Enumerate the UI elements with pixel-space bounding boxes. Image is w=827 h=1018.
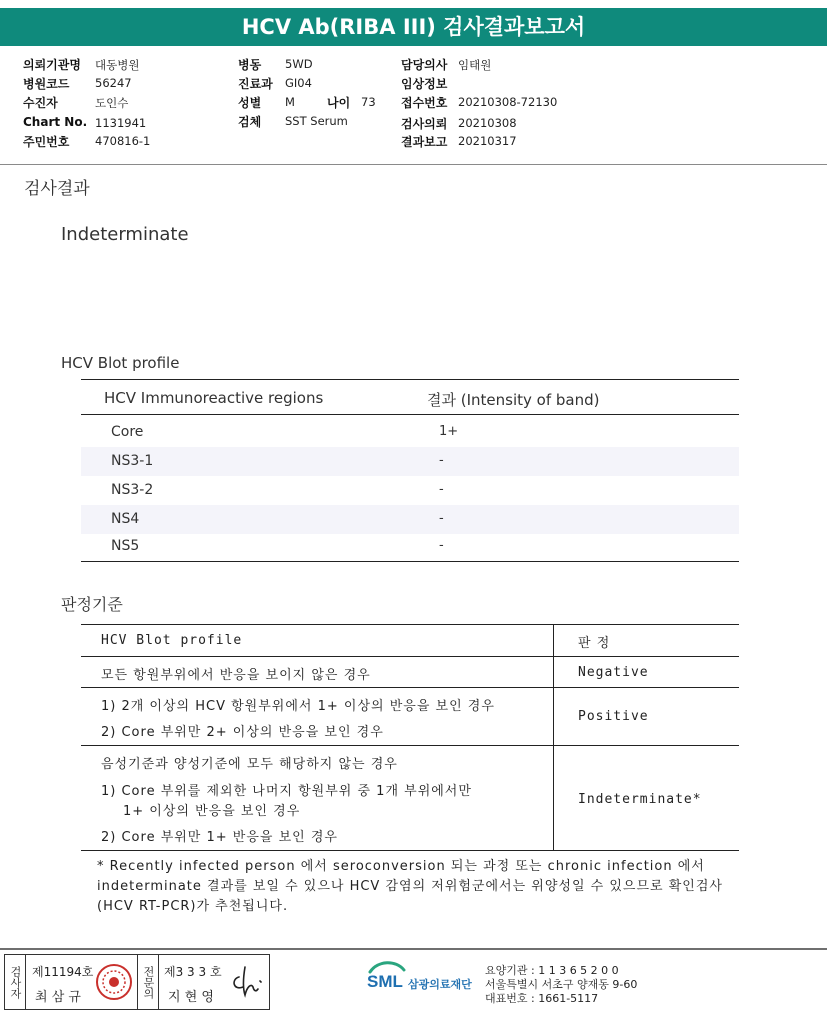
footer-divider bbox=[0, 948, 827, 950]
header-key: 병동 bbox=[238, 58, 262, 72]
header-value: 20210317 bbox=[458, 134, 517, 148]
indeterminate-criteria-line: 음성기준과 양성기준에 모두 해당하지 않는 경우 bbox=[101, 757, 398, 772]
positive-result: Positive bbox=[578, 709, 649, 724]
region-name: NS3-2 bbox=[111, 482, 154, 498]
indeterminate-criteria-line: 2) Core 부위만 1+ 반응을 보인 경우 bbox=[101, 830, 338, 845]
signature-box bbox=[4, 954, 270, 1010]
table-row bbox=[81, 447, 739, 476]
column-header-result: 결과 (Intensity of band) bbox=[427, 391, 600, 409]
header-value: 임태원 bbox=[458, 58, 492, 72]
doctor-license-no: 제3 3 3 호 bbox=[164, 965, 222, 979]
header-key: 접수번호 bbox=[401, 96, 448, 110]
header-key: 임상정보 bbox=[401, 77, 448, 91]
header-key: 수진자 bbox=[23, 96, 58, 110]
column-header-region: HCV Immunoreactive regions bbox=[104, 389, 324, 407]
header-key: Chart No. bbox=[23, 115, 88, 129]
result-section-title: 검사결과 bbox=[24, 179, 90, 199]
indeterminate-result: Indeterminate* bbox=[578, 792, 702, 807]
column-divider bbox=[553, 624, 554, 851]
region-name: NS5 bbox=[111, 538, 140, 554]
signature-icon bbox=[225, 961, 267, 1003]
criteria-header-judgement: 판 정 bbox=[578, 636, 611, 651]
header-value: 대동병원 bbox=[95, 58, 140, 72]
header-value: 20210308-72130 bbox=[458, 95, 558, 109]
doctor-name: 지 현 영 bbox=[168, 990, 214, 1005]
header-key: 검사의뢰 bbox=[401, 117, 448, 131]
header-key: 결과보고 bbox=[401, 135, 448, 149]
header-value: 56247 bbox=[95, 76, 132, 90]
patient-header bbox=[0, 48, 827, 165]
header-key: 검체 bbox=[238, 115, 262, 129]
result-value: Indeterminate bbox=[61, 224, 189, 245]
org-logo-text: SML bbox=[367, 972, 403, 991]
criteria-title: 판정기준 bbox=[61, 595, 123, 614]
band-intensity: - bbox=[439, 453, 444, 468]
header-value: 1131941 bbox=[95, 116, 147, 130]
header-key: 진료과 bbox=[238, 77, 273, 91]
indeterminate-criteria-line: 1+ 이상의 반응을 보인 경우 bbox=[123, 804, 301, 819]
tester-stamp-icon bbox=[95, 963, 133, 1001]
header-value: 20210308 bbox=[458, 116, 517, 130]
header-key: 주민번호 bbox=[23, 135, 70, 149]
table-row bbox=[81, 532, 739, 561]
table-rule bbox=[81, 850, 739, 851]
indeterminate-criteria-line: 1) Core 부위를 제외한 나머지 항원부위 중 1개 부위에서만 bbox=[101, 784, 472, 799]
region-name: Core bbox=[111, 424, 144, 440]
org-phone: 대표번호 : 1661-5117 bbox=[485, 992, 599, 1005]
table-rule bbox=[81, 624, 739, 625]
band-intensity: - bbox=[439, 538, 444, 553]
table-rule bbox=[81, 414, 739, 415]
blot-profile-title: HCV Blot profile bbox=[61, 354, 180, 372]
header-value: SST Serum bbox=[285, 114, 348, 128]
criteria-header-profile: HCV Blot profile bbox=[101, 633, 243, 648]
region-name: NS4 bbox=[111, 511, 140, 527]
negative-result: Negative bbox=[578, 665, 649, 680]
header-key: 담당의사 bbox=[401, 58, 448, 72]
header-value: M bbox=[285, 95, 295, 109]
agency-number: 요양기관 : 1 1 3 6 5 2 0 0 bbox=[485, 964, 619, 977]
table-row bbox=[81, 505, 739, 534]
doctor-label: 전문의 bbox=[137, 955, 159, 1009]
tester-name: 최 삼 규 bbox=[35, 990, 81, 1005]
table-row bbox=[81, 476, 739, 505]
header-value: GI04 bbox=[285, 76, 312, 90]
header-key: 성별 bbox=[238, 96, 262, 110]
header-value: 도인수 bbox=[95, 96, 129, 110]
table-rule bbox=[81, 656, 739, 657]
region-name: NS3-1 bbox=[111, 453, 154, 469]
table-rule bbox=[81, 687, 739, 688]
table-rule bbox=[81, 561, 739, 562]
negative-criteria: 모든 항원부위에서 반응을 보이지 않은 경우 bbox=[101, 668, 371, 683]
header-value: 470816-1 bbox=[95, 134, 151, 148]
table-row bbox=[81, 418, 739, 447]
criteria-table bbox=[81, 624, 739, 851]
header-key: 의뢰기관명 bbox=[23, 58, 81, 72]
tester-license-no: 제11194호 bbox=[32, 965, 94, 979]
footnote: * Recently infected person 에서 seroconversion 되는 과정 또는 chronic infection 에서 indeterminate 결과를 보일 수 있으나 HCV 감염의 저위험군에서는 위양성일 수 있으므로 확인검사(HCV RT-PCR)가 추천됩니다. bbox=[97, 859, 723, 914]
positive-criteria-line: 2) Core 부위만 2+ 이상의 반응을 보인 경우 bbox=[101, 725, 384, 740]
org-name: 삼광의료재단 bbox=[408, 978, 472, 991]
table-rule bbox=[81, 745, 739, 746]
header-key: 병원코드 bbox=[23, 77, 70, 91]
band-intensity: - bbox=[439, 511, 444, 526]
report-title: HCV Ab(RIBA III) 검사결과보고서 bbox=[0, 8, 827, 46]
tester-label: 검사자 bbox=[5, 955, 26, 1009]
table-rule bbox=[81, 379, 739, 380]
header-key: 나이 bbox=[327, 96, 351, 110]
positive-criteria-line: 1) 2개 이상의 HCV 항원부위에서 1+ 이상의 반응을 보인 경우 bbox=[101, 699, 495, 714]
header-value: 73 bbox=[361, 95, 376, 109]
header-value: 5WD bbox=[285, 57, 313, 71]
org-address: 서울특별시 서초구 양재동 9-60 bbox=[485, 978, 638, 991]
band-intensity: - bbox=[439, 482, 444, 497]
band-intensity: 1+ bbox=[439, 424, 459, 439]
